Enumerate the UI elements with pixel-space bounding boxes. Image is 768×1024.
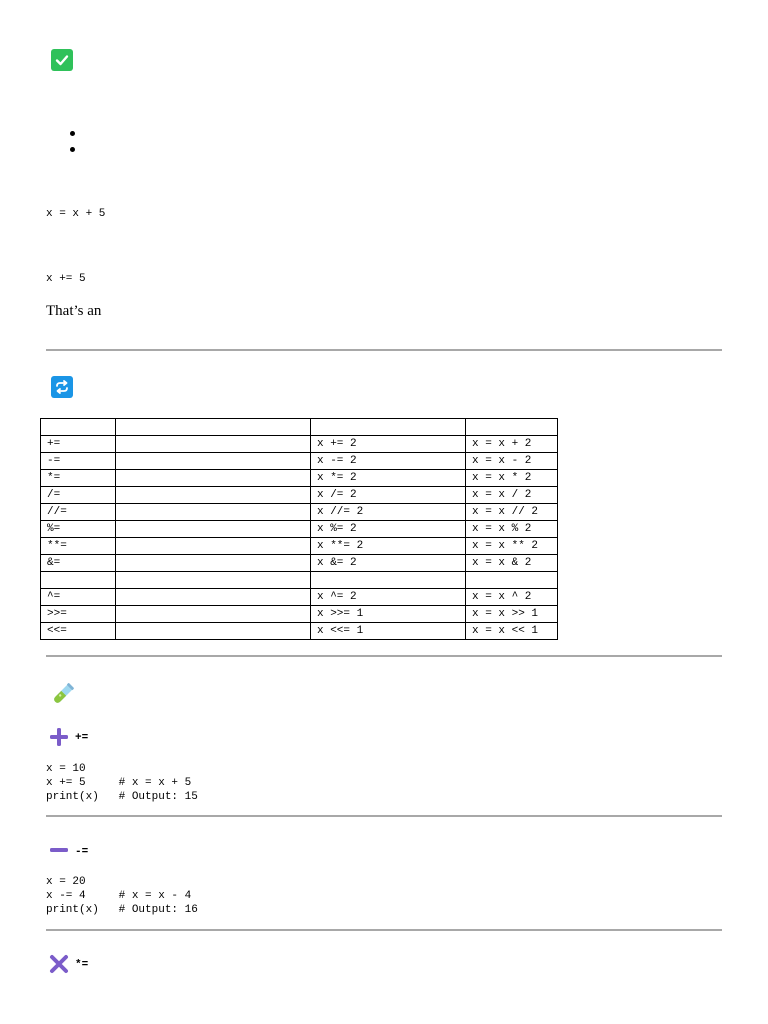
table-cell: += xyxy=(41,436,116,453)
table-cell: x -= 2 xyxy=(311,453,466,470)
table-cell: %= xyxy=(41,521,116,538)
table-cell xyxy=(116,453,311,470)
table-header-cell xyxy=(41,419,116,436)
table-row xyxy=(41,538,558,555)
table-cell xyxy=(116,504,311,521)
refresh-icon xyxy=(51,376,73,398)
table-header-cell xyxy=(116,419,311,436)
table-cell xyxy=(116,555,311,572)
table-header-row xyxy=(41,419,558,436)
table-cell: x = x & 2 xyxy=(466,555,558,572)
section-label: += xyxy=(75,732,89,744)
table-row xyxy=(41,453,558,470)
table-cell: x = x + 2 xyxy=(466,436,558,453)
table-cell: x = x ** 2 xyxy=(466,538,558,555)
table-cell xyxy=(311,572,466,589)
table-cell xyxy=(116,589,311,606)
table-row xyxy=(41,436,558,453)
table-cell: /= xyxy=(41,487,116,504)
table-cell: x = x << 1 xyxy=(466,623,558,640)
table-cell xyxy=(116,487,311,504)
table-cell: x <<= 1 xyxy=(311,623,466,640)
table-cell: <<= xyxy=(41,623,116,640)
plus-icon xyxy=(49,727,69,747)
table-cell: &= xyxy=(41,555,116,572)
table-row xyxy=(41,487,558,504)
table-cell: x = x / 2 xyxy=(466,487,558,504)
table-cell xyxy=(116,623,311,640)
table-row xyxy=(41,572,558,589)
table-cell: x &= 2 xyxy=(311,555,466,572)
minus-icon xyxy=(49,840,69,860)
table-cell: //= xyxy=(41,504,116,521)
section-label: *= xyxy=(75,959,89,971)
table-cell: x >>= 1 xyxy=(311,606,466,623)
table-row xyxy=(41,504,558,521)
table-cell xyxy=(116,572,311,589)
table-cell: x ^= 2 xyxy=(311,589,466,606)
table-cell: x %= 2 xyxy=(311,521,466,538)
operators-table xyxy=(40,418,558,640)
code-line: x += 5 xyxy=(46,273,86,285)
table-cell xyxy=(116,606,311,623)
table-cell: >>= xyxy=(41,606,116,623)
table-row xyxy=(41,521,558,538)
table-cell: *= xyxy=(41,470,116,487)
table-header-cell xyxy=(311,419,466,436)
test-tube-icon xyxy=(50,681,76,707)
table-cell xyxy=(116,436,311,453)
table-row xyxy=(41,555,558,572)
horizontal-rule xyxy=(46,349,722,351)
paragraph-text: That’s an xyxy=(46,303,102,319)
table-cell: ^= xyxy=(41,589,116,606)
table-cell xyxy=(466,572,558,589)
table-cell: -= xyxy=(41,453,116,470)
table-cell: x = x >> 1 xyxy=(466,606,558,623)
table-cell: x = x % 2 xyxy=(466,521,558,538)
table-header-cell xyxy=(466,419,558,436)
table-cell: x = x // 2 xyxy=(466,504,558,521)
table-cell: x **= 2 xyxy=(311,538,466,555)
table-cell xyxy=(41,572,116,589)
table-cell: x //= 2 xyxy=(311,504,466,521)
table-row xyxy=(41,589,558,606)
horizontal-rule xyxy=(46,929,722,931)
table-cell: x /= 2 xyxy=(311,487,466,504)
table-cell xyxy=(116,470,311,487)
table-cell xyxy=(116,521,311,538)
table-cell: x += 2 xyxy=(311,436,466,453)
code-block: x = 10 x += 5 # x = x + 5 print(x) # Output: 15 xyxy=(46,763,198,803)
table-cell: x = x * 2 xyxy=(466,470,558,487)
times-icon xyxy=(49,954,69,974)
section-label: -= xyxy=(75,846,89,858)
table-cell: x *= 2 xyxy=(311,470,466,487)
table-row xyxy=(41,606,558,623)
horizontal-rule xyxy=(46,815,722,817)
code-block: x = 20 x -= 4 # x = x - 4 print(x) # Output: 16 xyxy=(46,876,198,916)
table-row xyxy=(41,470,558,487)
table-cell xyxy=(116,538,311,555)
horizontal-rule xyxy=(46,655,722,657)
code-line: x = x + 5 xyxy=(46,208,106,220)
table-cell: x = x ^ 2 xyxy=(466,589,558,606)
check-icon xyxy=(51,49,73,71)
table-cell: **= xyxy=(41,538,116,555)
table-row xyxy=(41,623,558,640)
table-cell: x = x - 2 xyxy=(466,453,558,470)
